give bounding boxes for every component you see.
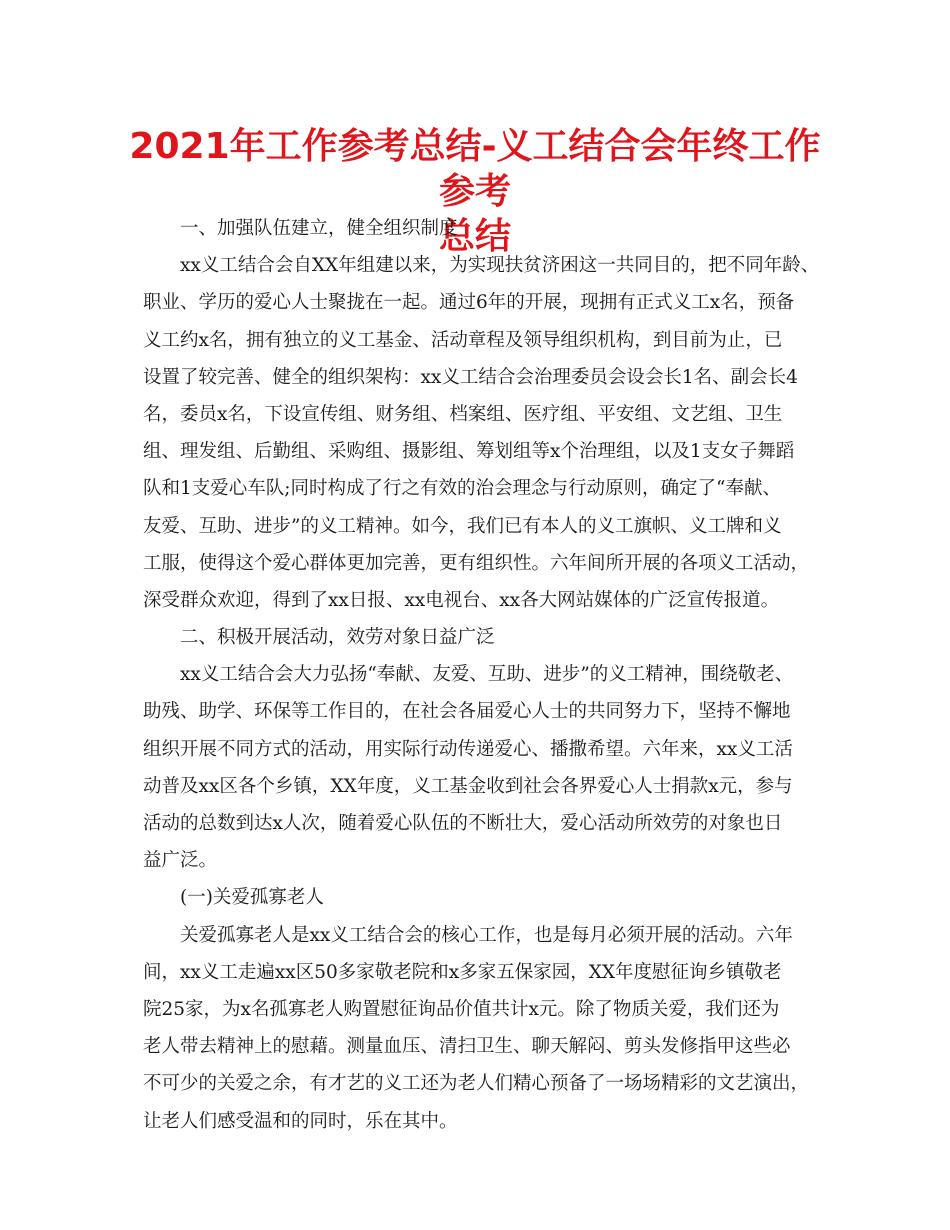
- text-line: 不可少的关爱之余，有才艺的义工还为老人们精心预备了一场场精彩的文艺演出，: [143, 1073, 810, 1095]
- text-line: 关爱孤寡老人是xx义工结合会的核心工作，也是每月必须开展的活动。六年: [180, 924, 793, 946]
- document-body: [143, 210, 831, 1140]
- title-line: 2021年工作参考总结-义工结合会年终工作参考: [129, 126, 821, 212]
- text-line: 助残、助学、环保等工作目的，在社会各届爱心人士的共同努力下，坚持不懈地: [143, 701, 791, 723]
- text-line: 义工约x名，拥有独立的义工基金、活动章程及领导组织机构，到目前为止，已: [143, 329, 783, 351]
- text-line: 二、积极开展活动，效劳对象日益广泛: [180, 627, 495, 649]
- text-line: 院25家，为x名孤寡老人购置慰征询品价值共计x元。除了物质关爱，我们还为: [143, 998, 780, 1020]
- text-line: xx义工结合会大力弘扬“奉献、友爱、互助、进步”的义工精神，围绕敬老、: [180, 664, 794, 686]
- text-line: 一、加强队伍建立，健全组织制度: [180, 218, 458, 239]
- text-line: 职业、学历的爱心人士聚拢在一起。通过6年的开展，现拥有正式义工x名，预备: [143, 292, 795, 314]
- text-line: 友爱、互助、进步”的义工精神。如今，我们已有本人的义工旗帜、义工牌和义: [143, 515, 782, 537]
- text-line: xx义工结合会自XX年组建以来，为实现扶贫济困这一共同目的，把不同年龄、: [180, 255, 820, 277]
- text-line: 队和1支爱心车队;同时构成了行之有效的治会理念与行动原则，确定了“奉献、: [143, 478, 781, 500]
- text-line: 名，委员x名，下设宣传组、财务组、档案组、医疗组、平安组、文艺组、卫生: [143, 403, 783, 425]
- text-line: 老人带去精神上的慰藉。测量血压、清扫卫生、聊天解闷、剪头发修指甲这些必: [143, 1036, 791, 1058]
- text-line: 深受群众欢迎，得到了xx日报、xx电视台、xx各大网站媒体的广泛宣传报道。: [143, 589, 780, 611]
- text-line: 设置了较完善、健全的组织架构：xx义工结合会治理委员会设会长1名、副会长4: [143, 366, 798, 388]
- text-line: 活动的总数到达x人次，随着爱心队伍的不断壮大，爱心活动所效劳的对象也日: [143, 813, 783, 834]
- text-line: (一)关爱孤寡老人: [180, 887, 324, 909]
- text-line: 组、理发组、后勤组、采购组、摄影组、筹划组等x个治理组，以及1支女子舞蹈: [143, 441, 795, 463]
- text-line: 间，xx义工走遍xx区50多家敬老院和x多家五保家园，XX年度慰征询乡镇敬老: [143, 961, 782, 983]
- title-line: 总结: [438, 216, 511, 257]
- text-line: 组织开展不同方式的活动，用实际行动传递爱心、播撒希望。六年来，xx义工活: [143, 738, 793, 760]
- text-line: 动普及xx区各个乡镇，XX年度，义工基金收到社会各界爱心人士捐款x元，参与: [143, 775, 793, 797]
- text-line: 工服，使得这个爱心群体更加完善，更有组织性。六年间所开展的各项义工活动，: [143, 552, 810, 574]
- text-line: 让老人们感受温和的同时，乐在其中。: [143, 1110, 458, 1132]
- text-line: 益广泛。: [143, 850, 218, 872]
